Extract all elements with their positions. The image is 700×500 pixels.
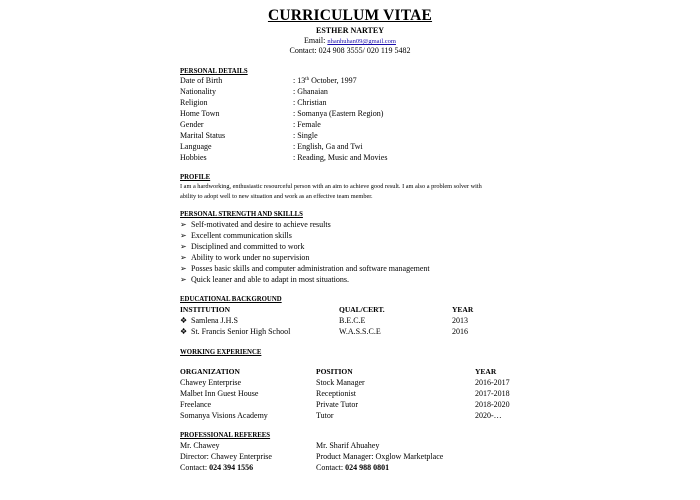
section-heading-education: EDUCATIONAL BACKGROUND xyxy=(180,296,282,303)
detail-value: : Christian xyxy=(293,98,327,107)
referee-role: Director: Chawey Enterprise xyxy=(180,452,272,461)
diamond-bullet-icon: ❖ xyxy=(180,327,188,336)
section-heading-strengths: PERSONAL STRENGTH AND SKILLLS xyxy=(180,211,303,218)
referee-name: Mr. Sharif Ahuahey xyxy=(316,441,380,450)
work-year: 2018-2020 xyxy=(475,400,510,409)
section-heading-work: WORKING EXPERIENCE xyxy=(180,349,262,356)
detail-value: : Reading, Music and Movies xyxy=(293,153,388,162)
candidate-name: ESTHER NARTEY xyxy=(316,26,384,35)
list-item-text: Excellent communication skills xyxy=(191,231,292,240)
profile-line: ability to adopt well to new situation and work as an effective team member. xyxy=(180,192,373,200)
education-year: 2016 xyxy=(452,327,468,336)
list-item-text: Self-motivated and desire to achieve results xyxy=(191,220,331,229)
section-heading-personal: PERSONAL DETAILS xyxy=(180,68,248,75)
diamond-bullet-icon: ❖ xyxy=(180,316,188,325)
referee-role: Product Manager: Oxglow Marketplace xyxy=(316,452,444,461)
referee-phone: 024 988 0801 xyxy=(345,463,390,472)
list-item-text: Quick leaner and able to adapt in most situations. xyxy=(191,275,349,284)
work-position: Private Tutor xyxy=(316,400,359,409)
detail-value: : Ghanaian xyxy=(293,87,328,96)
arrow-bullet-icon: ➢ xyxy=(180,231,187,240)
document-title: CURRICULUM VITAE xyxy=(267,7,433,24)
detail-label: Gender xyxy=(180,120,204,129)
arrow-bullet-icon: ➢ xyxy=(180,275,187,284)
column-header-qual: QUAL/CERT. xyxy=(339,305,385,314)
referee-phone: 024 394 1556 xyxy=(209,463,254,472)
list-item-text: Ability to work under no supervision xyxy=(191,253,310,262)
detail-label: Home Town xyxy=(180,109,220,118)
column-header-position: POSITION xyxy=(316,367,353,376)
education-year: 2013 xyxy=(452,316,468,325)
column-header-organization: ORGANIZATION xyxy=(180,367,240,376)
column-header-year: YEAR xyxy=(475,367,497,376)
section-heading-referees: PROFESSIONAL REFEREES xyxy=(180,432,271,439)
education-qual: B.E.C.E xyxy=(339,316,366,325)
email-label: Email: xyxy=(304,36,326,45)
detail-value: : Somanya (Eastern Region) xyxy=(293,109,384,118)
detail-label: Religion xyxy=(180,98,208,107)
work-year: 2020-… xyxy=(475,411,502,420)
education-institution: Samlena J.H.S xyxy=(191,316,238,325)
arrow-bullet-icon: ➢ xyxy=(180,242,187,251)
work-year: 2016-2017 xyxy=(475,378,510,387)
list-item-text: Posses basic skills and computer administration and software management xyxy=(191,264,430,273)
detail-label: Hobbies xyxy=(180,153,207,162)
arrow-bullet-icon: ➢ xyxy=(180,253,187,262)
email-link[interactable]: nhanhuhan09@gmail.com xyxy=(327,38,396,45)
arrow-bullet-icon: ➢ xyxy=(180,220,187,229)
referee-name: Mr. Chawey xyxy=(180,441,220,450)
profile-line: I am a hardworking, enthusiastic resourceful person with an aim to achieve good result. I am also a problem solver with xyxy=(180,183,482,190)
profile-text xyxy=(180,182,525,201)
column-header-institution: INSTITUTION xyxy=(180,305,231,314)
education-institution: St. Francis Senior High School xyxy=(191,327,291,336)
detail-value: : Single xyxy=(293,131,318,140)
work-organization: Chawey Enterprise xyxy=(180,378,242,387)
detail-value: : English, Ga and Twi xyxy=(293,142,363,151)
detail-value: : Female xyxy=(293,120,321,129)
detail-label: Date of Birth xyxy=(180,76,223,85)
work-position: Tutor xyxy=(316,411,334,420)
referee-contact: Contact: 024 394 1556 xyxy=(180,463,254,472)
referee-contact: Contact: 024 988 0801 xyxy=(316,463,390,472)
education-qual: W.A.S.S.C.E xyxy=(339,327,381,336)
detail-label: Nationality xyxy=(180,87,216,96)
work-position: Stock Manager xyxy=(316,378,365,387)
work-organization: Malbet Inn Guest House xyxy=(180,389,259,398)
detail-label: Language xyxy=(180,142,212,151)
detail-label: Marital Status xyxy=(180,131,226,140)
arrow-bullet-icon: ➢ xyxy=(180,264,187,273)
work-year: 2017-2018 xyxy=(475,389,510,398)
detail-value: : 13th October, 1997 xyxy=(293,76,357,85)
work-position: Receptionist xyxy=(316,389,356,398)
work-organization: Somanya Visions Academy xyxy=(180,411,268,420)
list-item-text: Disciplined and committed to work xyxy=(191,242,305,251)
column-header-year: YEAR xyxy=(452,305,474,314)
contact-line: Contact: 024 908 3555/ 020 119 5482 xyxy=(289,46,411,55)
work-organization: Freelance xyxy=(180,400,212,409)
section-heading-profile: PROFILE xyxy=(180,174,211,181)
